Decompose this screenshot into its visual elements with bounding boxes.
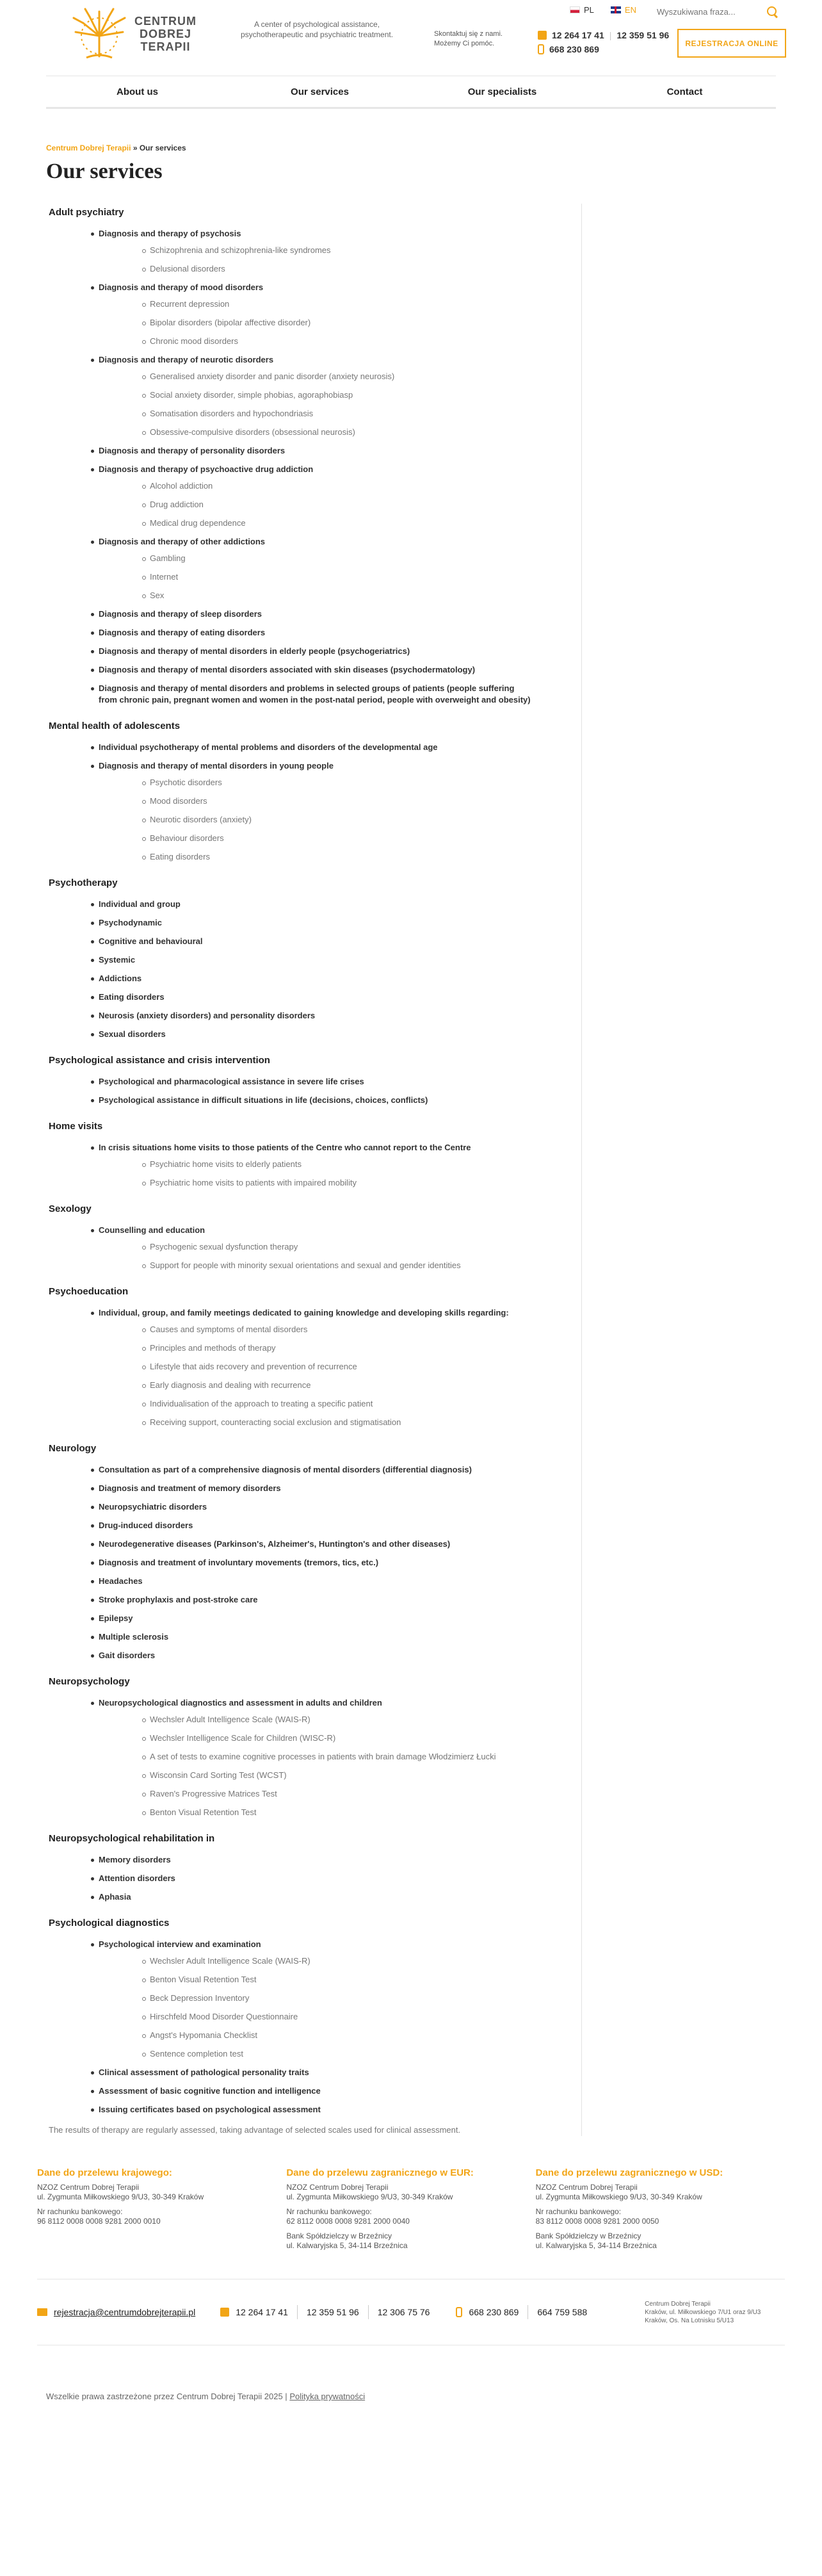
service-item bbox=[99, 228, 533, 275]
service-subitem: Psychogenic sexual dysfunction therapy bbox=[100, 1241, 533, 1253]
service-item-label: Epilepsy bbox=[99, 1613, 133, 1623]
breadcrumb-home[interactable]: Centrum Dobrej Terapii bbox=[46, 143, 131, 152]
payment-line: NZOZ Centrum Dobrej Terapii bbox=[286, 2183, 389, 2192]
service-item bbox=[99, 1576, 533, 1587]
footer-email[interactable] bbox=[37, 2307, 195, 2317]
service-item-label: Neurosis (anxiety disorders) and personality disorders bbox=[99, 1011, 316, 1020]
service-item bbox=[99, 2067, 533, 2078]
service-item-label: Diagnosis and therapy of mental disorders in elderly people (psychogeriatrics) bbox=[99, 646, 410, 656]
service-item bbox=[99, 1142, 533, 1189]
service-list bbox=[49, 1076, 533, 1106]
service-item-label: Diagnosis and therapy of psychosis bbox=[99, 229, 241, 238]
footer-mobile-1[interactable]: 668 230 869 bbox=[469, 2307, 519, 2317]
service-subitem: Receiving support, counteracting social exclusion and stigmatisation bbox=[100, 1417, 533, 1428]
service-item-label: Gait disorders bbox=[99, 1651, 156, 1660]
service-item-label: Systemic bbox=[99, 955, 136, 965]
payment-block bbox=[536, 2183, 785, 2202]
service-item-label: Diagnosis and therapy of mood disorders bbox=[99, 282, 264, 292]
service-subitem: Bipolar disorders (bipolar affective disorder) bbox=[100, 317, 533, 329]
service-subitem: Internet bbox=[100, 571, 533, 583]
service-subitem: Wechsler Adult Intelligence Scale (WAIS-R) bbox=[100, 1714, 533, 1725]
service-item bbox=[99, 445, 533, 457]
service-list bbox=[49, 228, 533, 706]
contact-help-text: Skontaktuj się z nami. Możemy Ci pomóc. bbox=[434, 30, 503, 47]
service-subitem: Medical drug dependence bbox=[100, 518, 533, 529]
service-item bbox=[99, 1076, 533, 1088]
breadcrumb bbox=[46, 109, 776, 152]
service-item bbox=[99, 1873, 533, 1884]
logo-line-2: DOBREJ bbox=[139, 28, 191, 40]
service-subitem: Eating disorders bbox=[100, 851, 533, 863]
service-item bbox=[99, 282, 533, 347]
service-item-label: Diagnosis and therapy of psychoactive drug addiction bbox=[99, 464, 314, 474]
section-title: Mental health of adolescents bbox=[49, 721, 181, 731]
search-icon[interactable] bbox=[766, 5, 778, 18]
service-subitem: Hirschfeld Mood Disorder Questionnaire bbox=[100, 2011, 533, 2023]
copyright-text: Wszelkie prawa zastrzeżone przez Centrum Dobrej Terapii 2025 | bbox=[46, 2392, 287, 2401]
footer-address-line: Kraków, ul. Miłkowskiego 7/U1 oraz 9/U3 bbox=[645, 2308, 761, 2316]
mail-icon bbox=[37, 2308, 47, 2316]
service-item-label: Diagnosis and therapy of other addictions bbox=[99, 537, 266, 546]
service-item-label: Diagnosis and therapy of mental disorders and problems in selected groups of patients (people suffering from chronic pain, pregnant women and women in the post-natal period, people with overweight and obesity) bbox=[99, 683, 531, 705]
service-item bbox=[99, 536, 533, 601]
payment-line: 96 8112 0008 0008 9281 2000 0010 bbox=[37, 2217, 161, 2226]
section-title: Psychological assistance and crisis intervention bbox=[49, 1055, 270, 1066]
service-item bbox=[99, 1613, 533, 1624]
lang-pl[interactable] bbox=[570, 5, 594, 15]
search-box bbox=[657, 3, 785, 20]
page-title: Our services bbox=[46, 159, 163, 183]
main-content bbox=[0, 109, 822, 2136]
header-phones: 12 264 17 41 | 12 359 51 96 668 230 869 bbox=[538, 28, 669, 56]
payment-line: ul. Kalwaryjska 5, 34-114 Brzeźnica bbox=[535, 2241, 657, 2250]
service-subitem: Sex bbox=[100, 590, 533, 601]
logo-tree-icon bbox=[64, 5, 134, 63]
service-list bbox=[49, 899, 533, 1040]
service-item bbox=[99, 1854, 533, 1866]
service-item bbox=[99, 1631, 533, 1643]
service-subitem: Mood disorders bbox=[100, 795, 533, 807]
service-item bbox=[99, 936, 533, 947]
footer-phone-1[interactable]: 12 264 17 41 bbox=[236, 2307, 288, 2317]
service-item bbox=[99, 1520, 533, 1531]
payment-line: ul. Zygmunta Miłkowskiego 9/U3, 30-349 Kraków bbox=[286, 2192, 453, 2201]
service-item-label: Addictions bbox=[99, 974, 142, 983]
mobile-icon bbox=[538, 44, 544, 54]
service-subitem: Support for people with minority sexual orientations and sexual and gender identities bbox=[100, 1260, 533, 1271]
search-input[interactable] bbox=[657, 7, 766, 17]
service-item bbox=[99, 683, 533, 706]
sidebar-divider bbox=[581, 204, 582, 2136]
service-sublist bbox=[49, 1714, 533, 1818]
service-item bbox=[99, 1464, 533, 1476]
payment-line: NZOZ Centrum Dobrej Terapii bbox=[37, 2183, 140, 2192]
service-item bbox=[99, 608, 533, 620]
footer-phone-2[interactable]: 12 359 51 96 bbox=[306, 2307, 359, 2317]
service-list bbox=[49, 1697, 533, 1818]
service-sublist bbox=[49, 1241, 533, 1271]
payment-details bbox=[0, 2136, 822, 2256]
service-subitem: Recurrent depression bbox=[100, 298, 533, 310]
service-subitem: A set of tests to examine cognitive processes in patients with brain damage Włodzimierz Łucki bbox=[100, 1751, 533, 1763]
payment-block bbox=[286, 2231, 535, 2251]
service-subitem: Wechsler Adult Intelligence Scale (WAIS-R) bbox=[100, 1955, 533, 1967]
payment-title: Dane do przelewu zagranicznego w EUR: bbox=[286, 2167, 474, 2178]
service-item bbox=[99, 1557, 533, 1569]
phone-2[interactable]: 12 359 51 96 bbox=[616, 30, 670, 40]
payment-line: Nr rachunku bankowego: bbox=[37, 2207, 123, 2216]
service-item bbox=[99, 1939, 533, 2060]
payment-column bbox=[37, 2168, 286, 2256]
service-subitem: Social anxiety disorder, simple phobias, agoraphobiasp bbox=[100, 389, 533, 401]
section-title: Psychological diagnostics bbox=[49, 1918, 170, 1928]
payment-block bbox=[536, 2231, 785, 2251]
section-title: Neurology bbox=[49, 1443, 97, 1454]
lang-en-label: EN bbox=[624, 5, 636, 15]
service-item-label: Attention disorders bbox=[99, 1873, 175, 1883]
phone-icon bbox=[538, 31, 547, 40]
logo-text bbox=[134, 15, 197, 53]
service-sublist bbox=[49, 371, 533, 438]
service-item bbox=[99, 991, 533, 1003]
service-item-label: Neurodegenerative diseases (Parkinson's, Alzheimer's, Huntington's and other diseases) bbox=[99, 1539, 451, 1549]
service-item-label: Individual and group bbox=[99, 899, 181, 909]
service-item-label: Clinical assessment of pathological personality traits bbox=[99, 2067, 309, 2077]
footer-mobiles bbox=[456, 2307, 519, 2317]
site-header bbox=[0, 0, 822, 76]
service-subitem: Principles and methods of therapy bbox=[100, 1342, 533, 1354]
service-list bbox=[49, 1142, 533, 1189]
service-item bbox=[99, 646, 533, 657]
therapy-results-note: The results of therapy are regularly assessed, taking advantage of selected scales used for clinical assessment. bbox=[49, 2125, 461, 2135]
service-item bbox=[99, 954, 533, 966]
service-subitem: Benton Visual Retention Test bbox=[100, 1974, 533, 1985]
service-item-label: In crisis situations home visits to those patients of the Centre who cannot report to the Centre bbox=[99, 1143, 471, 1152]
service-subitem: Raven's Progressive Matrices Test bbox=[100, 1788, 533, 1800]
section-title: Psychoeducation bbox=[49, 1286, 129, 1297]
nav-our-specialists[interactable]: Our specialists bbox=[467, 86, 537, 97]
payment-column bbox=[536, 2168, 785, 2256]
service-subitem: Beck Depression Inventory bbox=[100, 1993, 533, 2004]
service-item bbox=[99, 2085, 533, 2097]
service-item bbox=[99, 1225, 533, 1271]
service-item-label: Eating disorders bbox=[99, 992, 165, 1002]
footer-address-line: Centrum Dobrej Terapii bbox=[645, 2300, 711, 2308]
footer-phone-icon bbox=[220, 2308, 229, 2317]
service-item bbox=[99, 1891, 533, 1903]
main-nav bbox=[46, 76, 776, 109]
service-item-label: Consultation as part of a comprehensive diagnosis of mental disorders (differential diagnosis) bbox=[99, 1465, 472, 1474]
section-title: Neuropsychological rehabilitation in bbox=[49, 1833, 215, 1844]
service-item bbox=[99, 1697, 533, 1818]
service-item bbox=[99, 1650, 533, 1661]
service-subitem: Behaviour disorders bbox=[100, 833, 533, 844]
payment-line: ul. Zygmunta Miłkowskiego 9/U3, 30-349 Kraków bbox=[535, 2192, 702, 2201]
lang-en[interactable] bbox=[611, 5, 636, 15]
service-subitem: Psychotic disorders bbox=[100, 777, 533, 788]
tagline: A center of psychological assistance, psychotherapeutic and psychiatric treatment. bbox=[240, 20, 394, 39]
breadcrumb-separator: » bbox=[133, 143, 138, 152]
copyright bbox=[0, 2345, 822, 2435]
service-item bbox=[99, 973, 533, 984]
service-item bbox=[99, 1501, 533, 1513]
service-subitem: Sentence completion test bbox=[100, 2048, 533, 2060]
service-item-label: Aphasia bbox=[99, 1892, 131, 1902]
service-item-label: Diagnosis and treatment of involuntary movements (tremors, tics, etc.) bbox=[99, 1558, 379, 1567]
service-item-label: Psychodynamic bbox=[99, 918, 162, 927]
service-item-label: Cognitive and behavioural bbox=[99, 936, 203, 946]
service-item-label: Diagnosis and therapy of mental disorders in young people bbox=[99, 761, 334, 770]
service-item bbox=[99, 1483, 533, 1494]
service-subitem: Individualisation of the approach to treating a specific patient bbox=[100, 1398, 533, 1410]
nav-our-services[interactable]: Our services bbox=[291, 86, 349, 97]
payment-block bbox=[286, 2207, 535, 2226]
service-item-label: Psychological interview and examination bbox=[99, 1939, 261, 1949]
service-sublist bbox=[49, 480, 533, 529]
service-list bbox=[49, 742, 533, 863]
service-subitem: Gambling bbox=[100, 553, 533, 564]
service-item-label: Neuropsychological diagnostics and assessment in adults and children bbox=[99, 1698, 382, 1708]
service-item bbox=[99, 627, 533, 639]
breadcrumb-current: Our services bbox=[139, 143, 186, 152]
payment-line: ul. Zygmunta Miłkowskiego 9/U3, 30-349 Kraków bbox=[37, 2192, 204, 2201]
payment-title: Dane do przelewu zagranicznego w USD: bbox=[535, 2167, 723, 2178]
service-sublist bbox=[49, 245, 533, 275]
service-item bbox=[99, 1010, 533, 1022]
payment-line: Bank Spółdzielczy w Brzeźnicy bbox=[286, 2231, 392, 2240]
section-title: Neuropsychology bbox=[49, 1676, 130, 1687]
service-item bbox=[99, 1095, 533, 1106]
service-list bbox=[49, 1307, 533, 1428]
service-item-label: Individual psychotherapy of mental problems and disorders of the developmental age bbox=[99, 742, 438, 752]
service-item-label: Memory disorders bbox=[99, 1855, 171, 1864]
language-switcher bbox=[570, 5, 636, 15]
service-subitem: Benton Visual Retention Test bbox=[100, 1807, 533, 1818]
service-list bbox=[49, 1854, 533, 1903]
footer-address-line: Kraków, Os. Na Lotnisku 5/U13 bbox=[645, 2317, 734, 2324]
flag-en-icon bbox=[611, 6, 621, 13]
service-item bbox=[99, 1307, 533, 1428]
service-subitem: Lifestyle that aids recovery and prevention of recurrence bbox=[100, 1361, 533, 1373]
service-item-label: Neuropsychiatric disorders bbox=[99, 1502, 207, 1512]
service-sublist bbox=[49, 1955, 533, 2060]
service-item-label: Diagnosis and therapy of mental disorders associated with skin diseases (psychodermatology) bbox=[99, 665, 476, 674]
privacy-policy-link[interactable]: Polityka prywatności bbox=[289, 2392, 366, 2401]
service-list bbox=[49, 1225, 533, 1271]
service-item-label: Psychological assistance in difficult situations in life (decisions, choices, conflicts) bbox=[99, 1095, 428, 1105]
service-subitem: Alcohol addiction bbox=[100, 480, 533, 492]
payment-line: 62 8112 0008 0008 9281 2000 0040 bbox=[286, 2217, 410, 2226]
services-list bbox=[46, 204, 533, 2136]
service-sublist bbox=[49, 1324, 533, 1428]
service-subitem: Psychiatric home visits to patients with impaired mobility bbox=[100, 1177, 533, 1189]
service-list bbox=[49, 1939, 533, 2115]
content-wrap bbox=[46, 204, 776, 2136]
service-item-label: Multiple sclerosis bbox=[99, 1632, 169, 1642]
service-subitem: Generalised anxiety disorder and panic disorder (anxiety neurosis) bbox=[100, 371, 533, 382]
service-item bbox=[99, 742, 533, 753]
flag-pl-icon bbox=[570, 6, 580, 13]
payment-block bbox=[37, 2183, 286, 2202]
service-item-label: Sexual disorders bbox=[99, 1029, 166, 1039]
lang-pl-label: PL bbox=[584, 5, 594, 15]
section-title: Psychotherapy bbox=[49, 877, 118, 888]
payment-line: Bank Spółdzielczy w Brzeźnicy bbox=[535, 2231, 641, 2240]
service-item-label: Headaches bbox=[99, 1576, 143, 1586]
service-item bbox=[99, 1029, 533, 1040]
service-item-label: Diagnosis and therapy of eating disorders bbox=[99, 628, 266, 637]
service-item bbox=[99, 1594, 533, 1606]
logo-line-3: TERAPII bbox=[140, 40, 191, 53]
service-item bbox=[99, 760, 533, 863]
service-subitem: Wechsler Intelligence Scale for Children (WISC-R) bbox=[100, 1732, 533, 1744]
phone-mobile[interactable]: 668 230 869 bbox=[549, 44, 599, 54]
service-item-label: Drug-induced disorders bbox=[99, 1520, 193, 1530]
service-sublist bbox=[49, 1159, 533, 1189]
service-item bbox=[99, 2104, 533, 2115]
service-item-label: Individual, group, and family meetings dedicated to gaining knowledge and developing skills regarding: bbox=[99, 1308, 509, 1317]
service-subitem: Causes and symptoms of mental disorders bbox=[100, 1324, 533, 1335]
service-sublist bbox=[49, 553, 533, 601]
service-item bbox=[99, 664, 533, 676]
payment-line: ul. Kalwaryjska 5, 34-114 Brzeźnica bbox=[286, 2241, 408, 2250]
service-item bbox=[99, 464, 533, 529]
section-title: Adult psychiatry bbox=[49, 207, 124, 218]
service-item bbox=[99, 354, 533, 438]
service-item-label: Diagnosis and therapy of sleep disorders bbox=[99, 609, 262, 619]
nav-about-us[interactable]: About us bbox=[117, 86, 158, 97]
service-item-label: Counselling and education bbox=[99, 1225, 206, 1235]
service-subitem: Schizophrenia and schizophrenia-like syndromes bbox=[100, 245, 533, 256]
service-item-label: Psychological and pharmacological assistance in severe life crises bbox=[99, 1077, 364, 1086]
logo-line-1: CENTRUM bbox=[134, 15, 197, 28]
service-subitem: Obsessive-compulsive disorders (obsessional neurosis) bbox=[100, 427, 533, 438]
footer-email-text[interactable]: rejestracja@centrumdobrejterapii.pl bbox=[54, 2307, 196, 2317]
nav-contact[interactable]: Contact bbox=[666, 86, 703, 97]
service-item-label: Stroke prophylaxis and post-stroke care bbox=[99, 1595, 258, 1604]
payment-line: Nr rachunku bankowego: bbox=[286, 2207, 372, 2216]
payment-line: 83 8112 0008 0008 9281 2000 0050 bbox=[535, 2217, 659, 2226]
footer-contacts bbox=[37, 2279, 785, 2345]
footer-phones bbox=[220, 2307, 288, 2317]
service-subitem: Early diagnosis and dealing with recurrence bbox=[100, 1380, 533, 1391]
service-subitem: Somatisation disorders and hypochondriasis bbox=[100, 408, 533, 420]
payment-line: Nr rachunku bankowego: bbox=[535, 2207, 622, 2216]
service-subitem: Neurotic disorders (anxiety) bbox=[100, 814, 533, 826]
phone-1[interactable]: 12 264 17 41 bbox=[552, 30, 604, 40]
section-title: Sexology bbox=[49, 1203, 92, 1214]
payment-column bbox=[286, 2168, 535, 2256]
service-subitem: Angst's Hypomania Checklist bbox=[100, 2030, 533, 2041]
register-online-button[interactable]: REJESTRACJA ONLINE bbox=[677, 29, 786, 58]
section-title: Home visits bbox=[49, 1121, 103, 1132]
service-item-label: Diagnosis and therapy of personality disorders bbox=[99, 446, 286, 455]
payment-block bbox=[536, 2207, 785, 2226]
payment-block bbox=[37, 2207, 286, 2226]
service-subitem: Delusional disorders bbox=[100, 263, 533, 275]
service-subitem: Drug addiction bbox=[100, 499, 533, 510]
footer-phone-3[interactable]: 12 306 75 76 bbox=[377, 2307, 430, 2317]
service-sublist bbox=[49, 777, 533, 863]
logo[interactable] bbox=[64, 5, 205, 63]
payment-title: Dane do przelewu krajowego: bbox=[37, 2167, 172, 2178]
service-item bbox=[99, 1538, 533, 1550]
footer-mobile-icon bbox=[456, 2307, 462, 2317]
footer-addresses bbox=[645, 2300, 761, 2325]
service-sublist bbox=[49, 298, 533, 347]
service-item-label: Issuing certificates based on psychological assessment bbox=[99, 2105, 321, 2114]
service-item-label: Diagnosis and therapy of neurotic disorders bbox=[99, 355, 274, 364]
service-subitem: Wisconsin Card Sorting Test (WCST) bbox=[100, 1770, 533, 1781]
service-subitem: Chronic mood disorders bbox=[100, 336, 533, 347]
service-list bbox=[49, 1464, 533, 1661]
service-item-label: Diagnosis and treatment of memory disorders bbox=[99, 1483, 281, 1493]
service-subitem: Psychiatric home visits to elderly patients bbox=[100, 1159, 533, 1170]
service-item bbox=[99, 899, 533, 910]
payment-block bbox=[286, 2183, 535, 2202]
service-item bbox=[99, 917, 533, 929]
service-item-label: Assessment of basic cognitive function and intelligence bbox=[99, 2086, 321, 2096]
footer-mobile-2[interactable]: 664 759 588 bbox=[537, 2307, 588, 2317]
payment-line: NZOZ Centrum Dobrej Terapii bbox=[535, 2183, 638, 2192]
